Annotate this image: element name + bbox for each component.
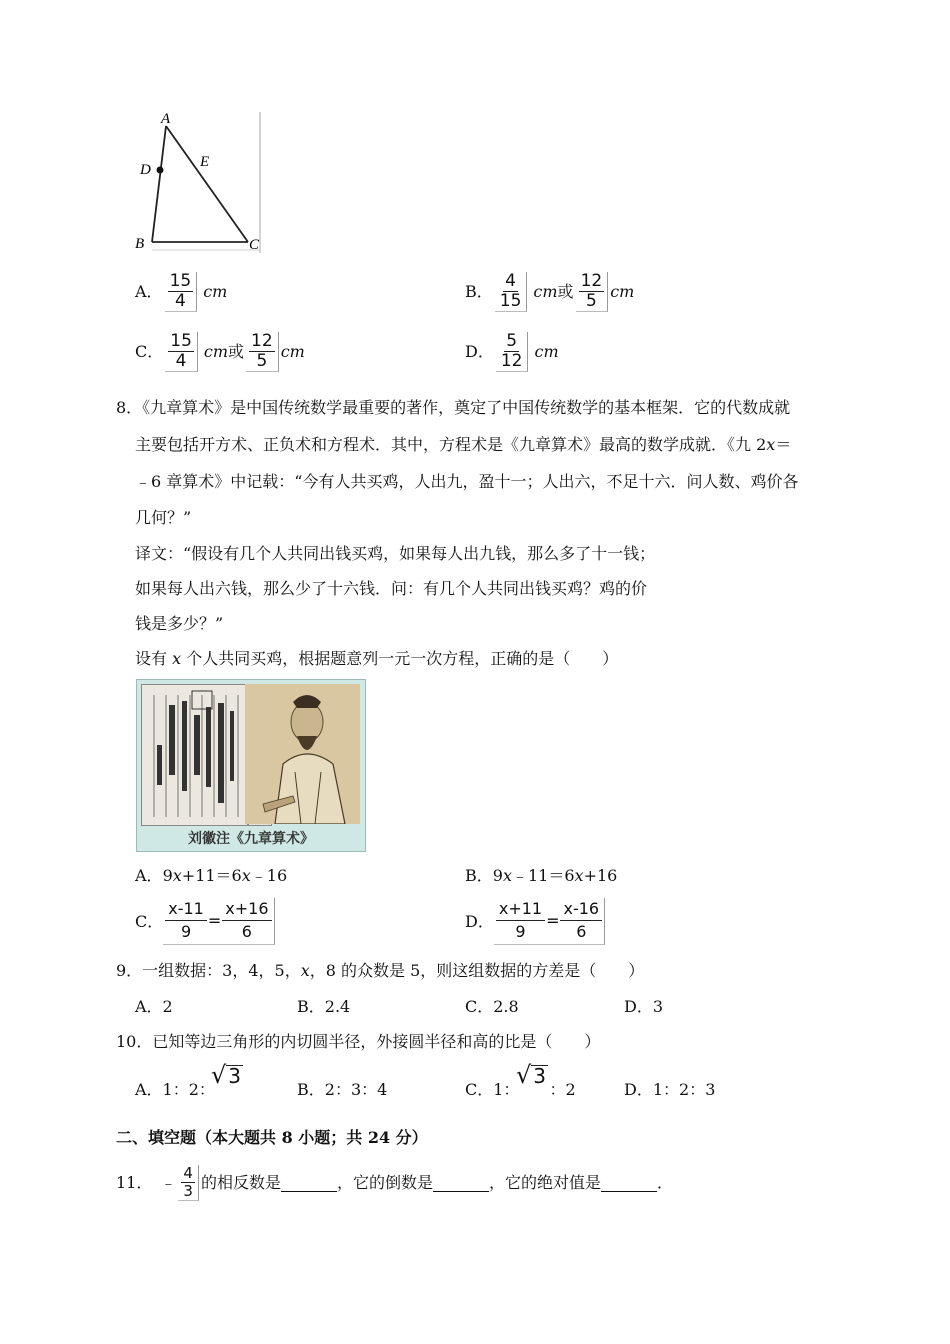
q8-line-5: 译文：“假设有几个人共同出钱买鸡，如果每人出九钱，那么多了十一钱； <box>135 544 656 563</box>
q8-option-a[interactable]: A．9x+11＝6x﹣16 <box>135 866 288 885</box>
q8-line-7: 钱是多少？” <box>135 614 224 633</box>
fraction: $\frac{12}{5}$ <box>246 332 279 372</box>
q10-option-c[interactable]: C．1： ：2 <box>465 1080 576 1099</box>
sqrt-image: √ 3 <box>516 1061 547 1089</box>
q7-option-c[interactable] <box>135 332 305 372</box>
q11-stem: 11． ﹣ $\frac{4}{3}$ 的相反数是 ，它的倒数是 ，它的绝对值是 ． <box>116 1164 673 1200</box>
q8-line-6: 如果每人出六钱，那么少了十六钱．问：有几个人共同出钱买鸡？鸡的价 <box>135 579 648 598</box>
sqrt-image: √ 3 <box>211 1061 242 1089</box>
illustration-caption: 刘徽注《九章算术》 <box>188 831 314 847</box>
fraction: $\frac{4}{15}$ <box>495 272 528 312</box>
option-letter: D． <box>465 342 494 361</box>
unit: cm <box>533 282 558 301</box>
q8-line-1: 8．《九章算术》是中国传统数学最重要的著作，奠定了中国传统数学的基本框架．它的代数成就 <box>116 398 791 417</box>
q9-option-a[interactable]: A．2 <box>135 997 173 1016</box>
q7-option-b[interactable] <box>465 272 634 312</box>
or-text: 或 <box>557 282 574 301</box>
q8-option-d[interactable] <box>465 898 605 945</box>
q10-option-a[interactable]: A．1：2： <box>135 1080 215 1099</box>
unit: cm <box>534 342 559 361</box>
liu-hui-illustration <box>136 679 366 852</box>
q9-option-d[interactable]: D．3 <box>624 997 664 1016</box>
q9-stem: 9．一组数据：3，4，5，x，8 的众数是 5，则这组数据的方差是（ ） <box>116 961 645 980</box>
q8-option-b[interactable]: B．9x﹣11＝6x+16 <box>465 866 618 885</box>
q9-option-b[interactable]: B．2.4 <box>297 997 351 1016</box>
q8-line-2: 主要包括开方术、正负术和方程术．其中，方程术是《九章算术》最高的数学成就．《九 2x＝ <box>135 435 792 454</box>
q10-option-d[interactable]: D．1：2：3 <box>624 1080 716 1099</box>
minus-sign: ﹣ <box>160 1173 177 1192</box>
question-number: 11． <box>116 1173 153 1192</box>
or-text: 或 <box>228 342 245 361</box>
vertex-label-c: C <box>249 237 260 253</box>
section-heading: 二、填空题（本大题共 8 小题；共 24 分） <box>116 1128 428 1147</box>
q10-stem: 10．已知等边三角形的内切圆半径，外接圆半径和高的比是（ ） <box>116 1032 601 1051</box>
fraction: $\frac{5}{12}$ <box>496 332 529 372</box>
equation-image: $\frac{x-11}{9}$ = $\frac{x+16}{6}$ <box>163 898 274 945</box>
q7-option-d[interactable] <box>465 332 559 372</box>
option-letter: B． <box>465 282 493 301</box>
answer-blank-2[interactable] <box>433 1175 489 1192</box>
equation-image: $\frac{x+11}{9}$ = $\frac{x-16}{6}$ <box>494 898 605 945</box>
fraction: $\frac{15}{4}$ <box>165 272 198 312</box>
q10-option-b[interactable]: B．2：3：4 <box>297 1080 388 1099</box>
unit: cm <box>203 282 228 301</box>
option-letter: C． <box>135 342 164 361</box>
q8-option-c[interactable] <box>135 898 275 945</box>
vertex-label-a: A <box>161 111 171 127</box>
answer-blank-1[interactable] <box>281 1175 337 1192</box>
q7-option-a[interactable] <box>135 272 227 312</box>
q8-line-4: 几何？” <box>135 508 192 527</box>
q8-line-8: 设有 x 个人共同买鸡，根据题意列一元一次方程，正确的是（ ） <box>135 649 619 668</box>
vertex-label-b: B <box>135 236 145 252</box>
fraction: $\frac{4}{3}$ <box>178 1165 199 1201</box>
point-label-e: E <box>200 154 210 170</box>
triangle-figure <box>130 108 265 258</box>
option-letter: A． <box>135 282 163 301</box>
book-page-image <box>141 684 248 826</box>
option-letter: C． <box>135 911 164 931</box>
fraction: $\frac{12}{5}$ <box>576 272 609 312</box>
option-letter: D． <box>465 911 494 931</box>
unit: cm <box>610 282 635 301</box>
unit: cm <box>280 342 305 361</box>
point-label-d: D <box>140 162 151 178</box>
unit: cm <box>203 342 229 361</box>
portrait-image <box>245 684 360 824</box>
answer-blank-3[interactable] <box>601 1175 657 1192</box>
q9-option-c[interactable]: C．2.8 <box>465 997 519 1016</box>
q8-line-3: ﹣6 章算术》中记载：“今有人共买鸡，人出九，盈十一；人出六，不足十六．问人数、鸡价各 <box>135 472 799 491</box>
fraction: $\frac{15}{4}$ <box>165 332 198 372</box>
